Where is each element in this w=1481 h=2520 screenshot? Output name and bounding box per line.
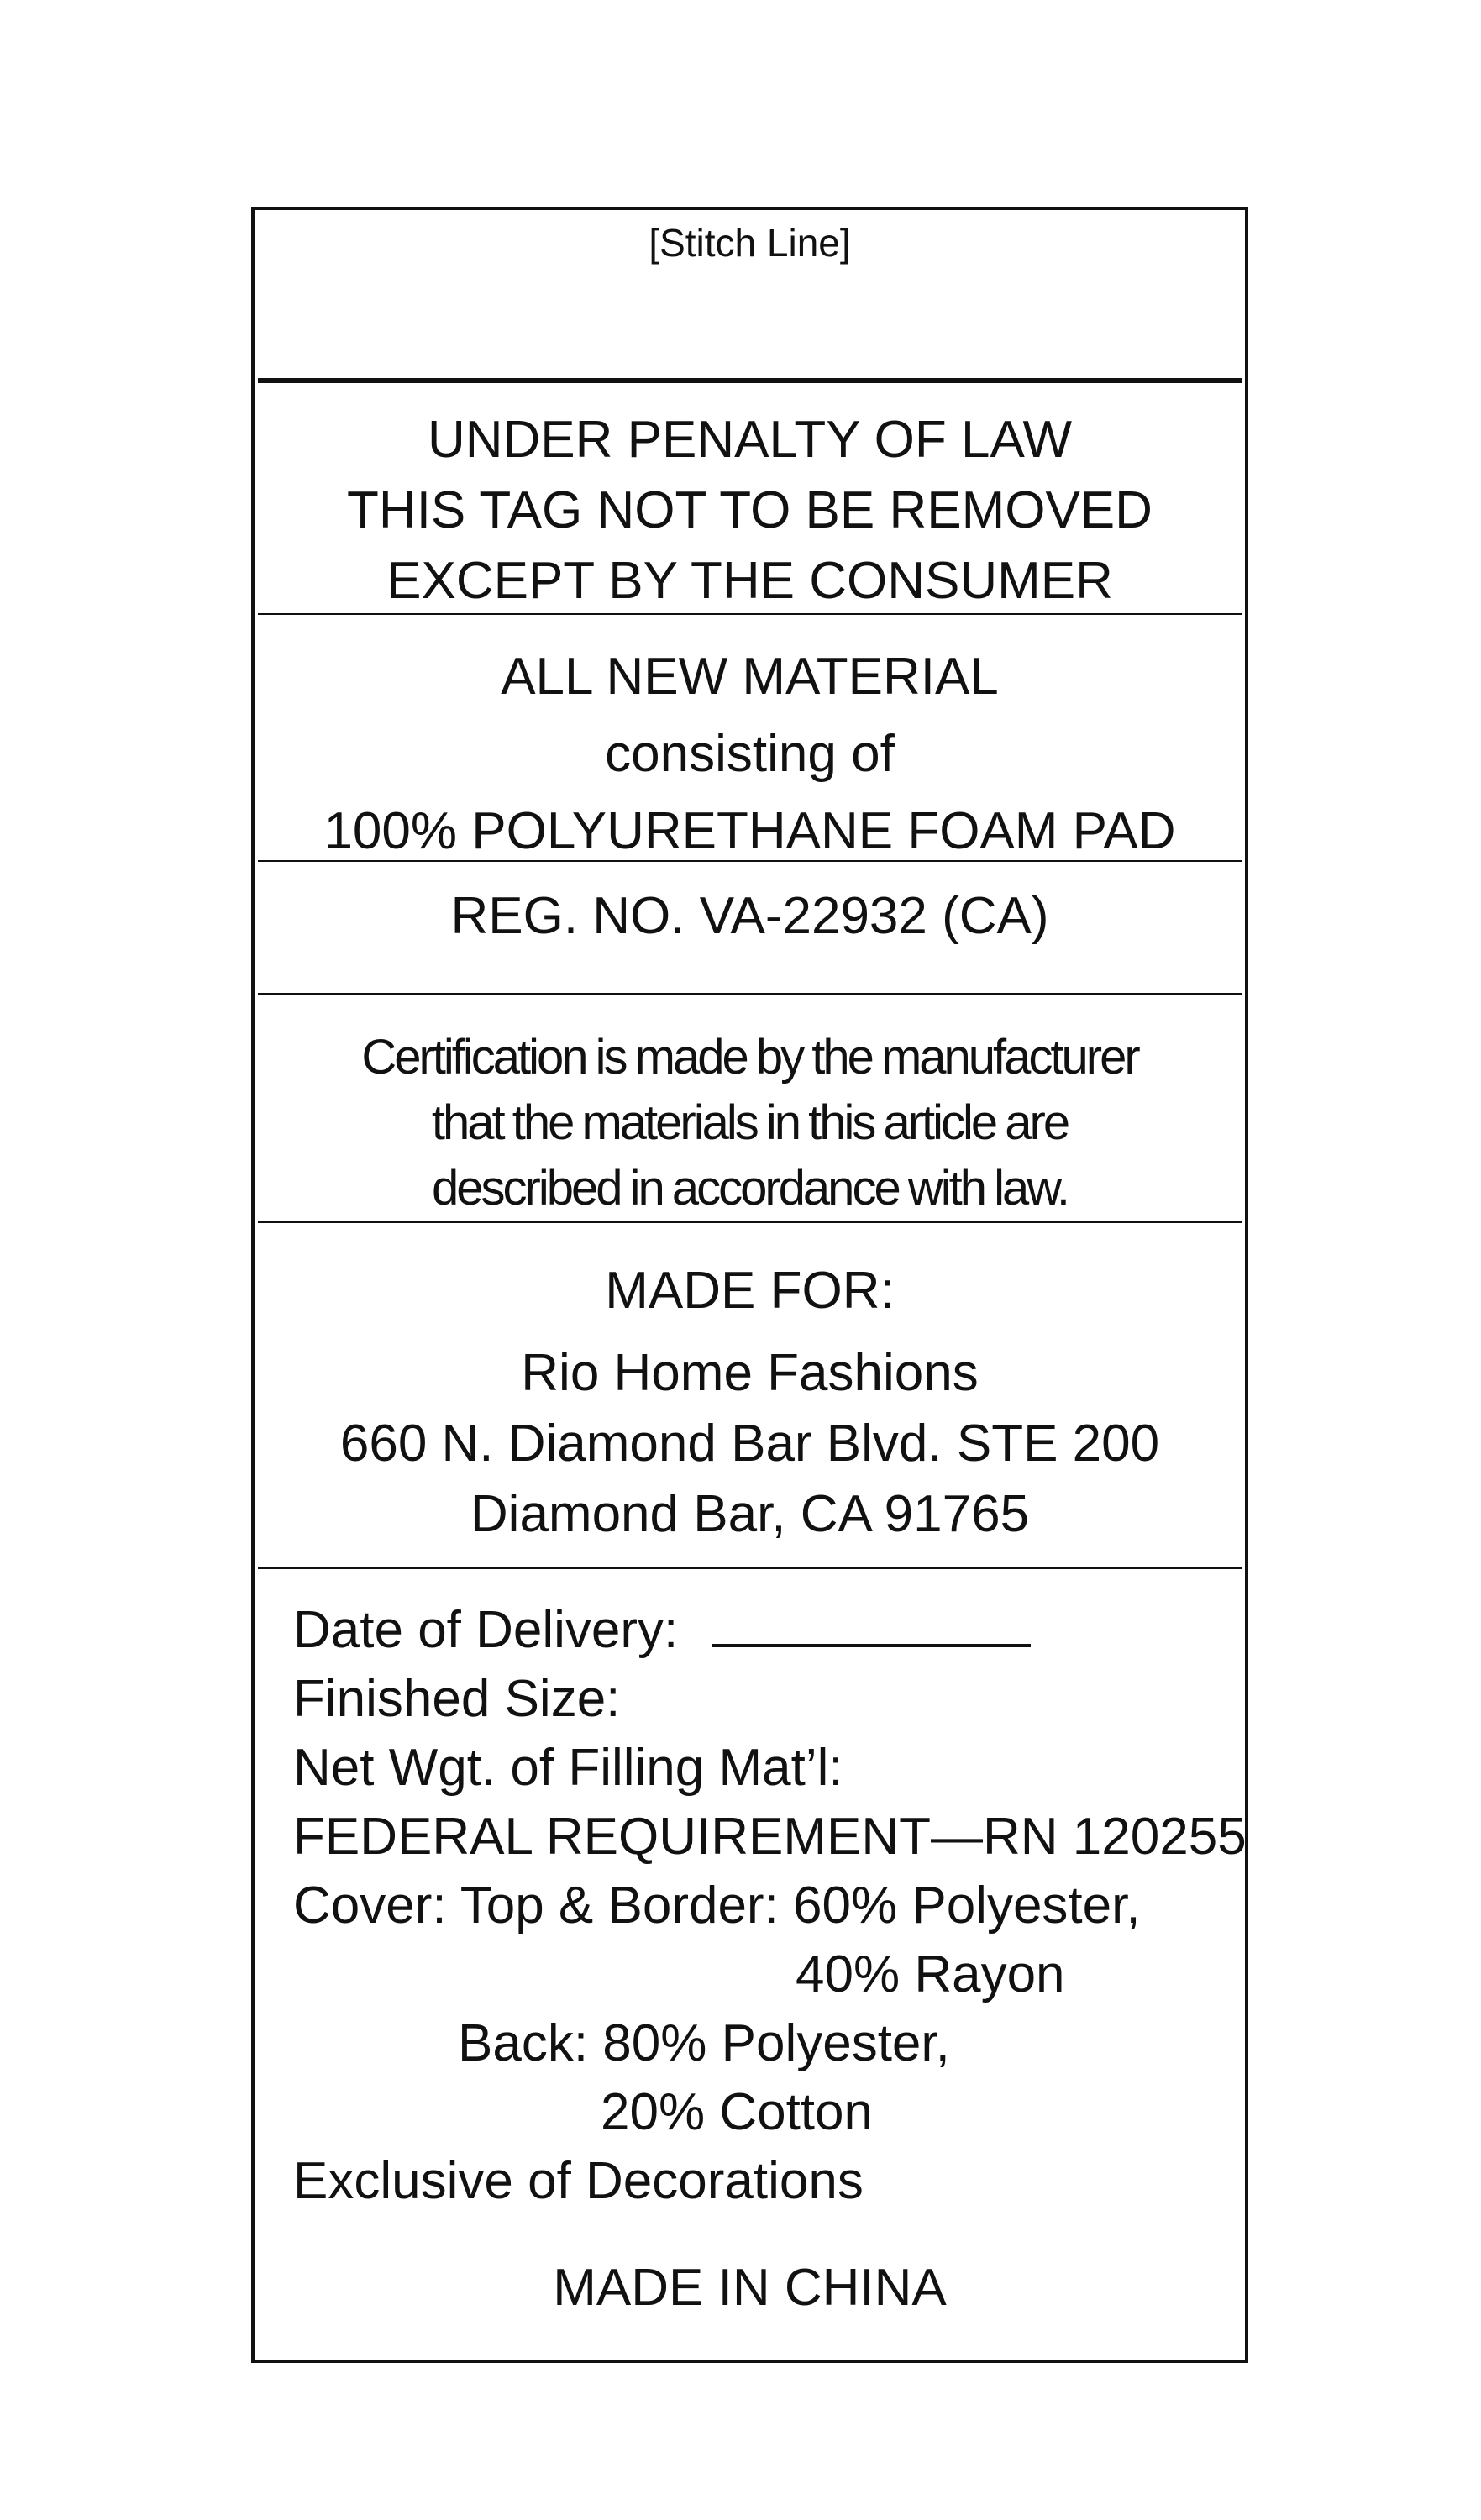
date-of-delivery-label: Date of Delivery:	[293, 1601, 679, 1659]
exclusive-of-decorations: Exclusive of Decorations	[293, 2152, 864, 2210]
material-line: ALL NEW MATERIAL	[501, 648, 999, 706]
law-tag	[251, 207, 1248, 2363]
material-block	[258, 638, 1242, 870]
address-line: 660 N. Diamond Bar Blvd. STE 200	[339, 1415, 1160, 1473]
certification-line: Certification is made by the manufacturer	[361, 1030, 1138, 1084]
warning-block	[258, 405, 1242, 617]
stitch-line-label: [Stitch Line]	[649, 221, 851, 265]
section-divider	[258, 993, 1242, 995]
section-divider	[258, 613, 1242, 615]
certification-block	[258, 1025, 1242, 1221]
federal-requirement: FEDERAL REQUIREMENT—RN 120255	[293, 1808, 1247, 1866]
material-line: consisting of	[605, 725, 895, 783]
certification-line: described in accordance with law.	[431, 1161, 1069, 1215]
made-for-block	[258, 1256, 1242, 1550]
company-name: Rio Home Fashions	[521, 1344, 979, 1402]
section-divider	[258, 1221, 1242, 1223]
certification-line: that the materials in this article are	[431, 1095, 1069, 1150]
date-blank-line	[712, 1597, 1031, 1647]
stitch-divider	[258, 378, 1242, 383]
net-weight-label: Net Wgt. of Filling Mat’l:	[293, 1739, 843, 1797]
cover-top-border: Cover: Top & Border: 60% Polyester,	[293, 1877, 1141, 1935]
warning-line: UNDER PENALTY OF LAW	[427, 411, 1073, 469]
registration-number: REG. NO. VA-22932 (CA)	[450, 887, 1049, 945]
material-line: 100% POLYURETHANE FOAM PAD	[323, 802, 1176, 860]
back-material: Back: 80% Polyester,	[458, 2014, 950, 2072]
details-block	[293, 1596, 1247, 2216]
country-of-origin: MADE IN CHINA	[553, 2259, 947, 2317]
made-for-title: MADE FOR:	[605, 1262, 895, 1320]
date-of-delivery-row	[293, 1596, 1242, 1665]
cover-rayon: 40% Rayon	[796, 1945, 1065, 2003]
finished-size-label: Finished Size:	[293, 1670, 621, 1728]
warning-line: EXCEPT BY THE CONSUMER	[386, 552, 1113, 610]
warning-line: THIS TAG NOT TO BE REMOVED	[347, 481, 1153, 539]
back-cotton: 20% Cotton	[601, 2083, 873, 2141]
section-divider	[258, 1567, 1242, 1569]
section-divider	[258, 860, 1242, 862]
address-line: Diamond Bar, CA 91765	[470, 1485, 1030, 1543]
